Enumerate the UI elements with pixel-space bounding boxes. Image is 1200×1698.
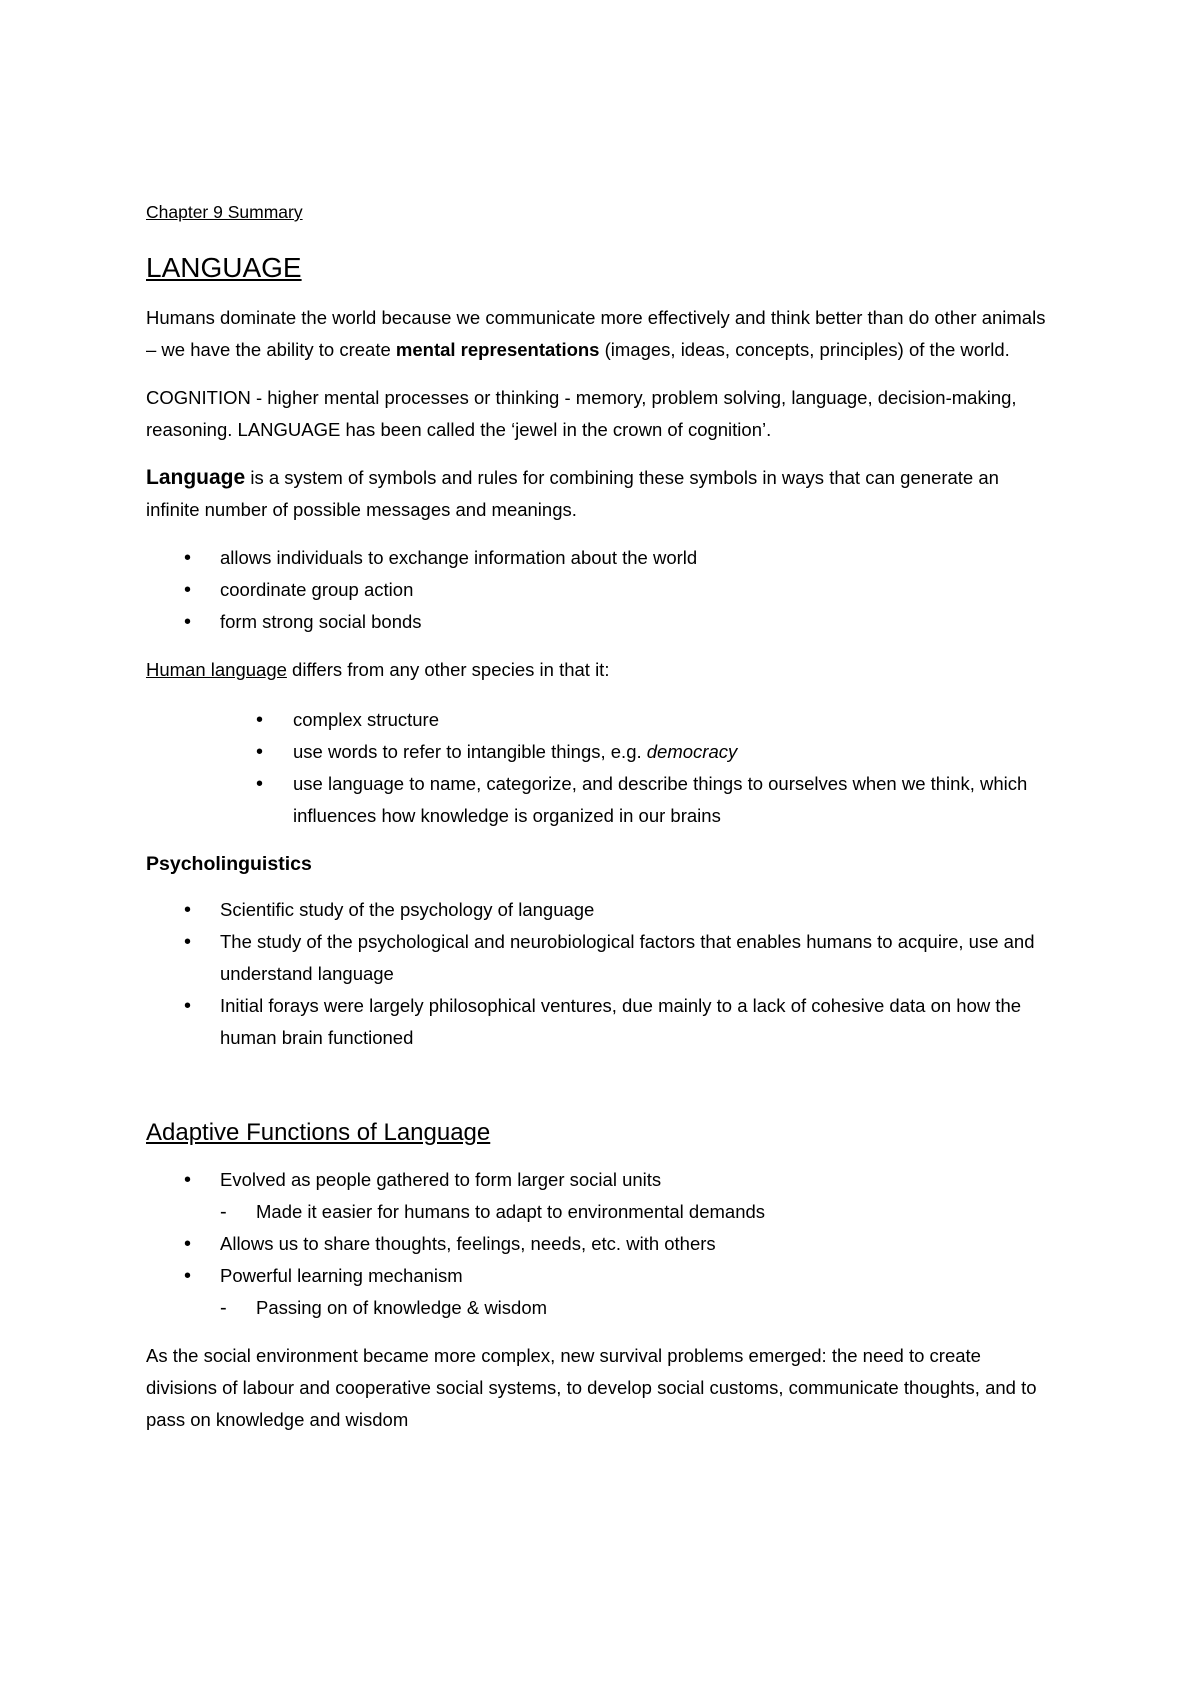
chapter-label: Chapter 9 Summary — [146, 202, 303, 222]
list-item: • coordinate group action — [146, 574, 1051, 606]
psycholinguistics-heading: Psycholinguistics — [146, 853, 312, 875]
sub-list — [220, 1292, 1051, 1324]
sub-list — [220, 1196, 1051, 1228]
sub-list-item: - Made it easier for humans to adapt to environmental demands — [220, 1196, 1051, 1228]
list-item — [146, 1164, 1051, 1228]
list-item: • The study of the psychological and neurobiological factors that enables humans to acquire, use and understand language — [146, 926, 1051, 990]
cognition-paragraph: COGNITION - higher mental processes or thinking - memory, problem solving, language, decision-making, reasoning. LANGUAGE has been called the ‘jewel in the crown of cognition’. — [146, 387, 1017, 440]
sub-list-item: - Passing on of knowledge & wisdom — [220, 1292, 1051, 1324]
intro-text-1: Humans dominate the world because we communicate more effectively and think better than do other animals – we have the ability to create — [146, 307, 1046, 360]
feature-example: democracy — [646, 741, 738, 762]
intro-text-2: (images, ideas, concepts, principles) of the world. — [599, 339, 1010, 360]
closing-paragraph: As the social environment became more complex, new survival problems emerged: the need to create divisions of labour and cooperative social systems, to develop social customs, communicate thoughts, and to pass on knowledge and wisdom — [146, 1345, 1037, 1430]
feature-text: use words to refer to intangible things, e.g. — [293, 741, 647, 762]
page-title: LANGUAGE — [146, 252, 302, 283]
human-language-intro — [146, 654, 1051, 686]
list-item: • Initial forays were largely philosophical ventures, due mainly to a lack of cohesive data on how the human brain functioned — [146, 990, 1051, 1054]
intro-paragraph — [146, 302, 1051, 366]
list-item — [146, 736, 1051, 768]
list-item: • allows individuals to exchange information about the world — [146, 542, 1051, 574]
document-content — [146, 196, 1051, 1452]
language-uses-list — [146, 542, 1051, 638]
human-features-list — [146, 704, 1051, 832]
adaptive-functions-list — [146, 1164, 1051, 1324]
list-item: • form strong social bonds — [146, 606, 1051, 638]
language-definition — [146, 462, 1051, 526]
adaptive-item-text: Evolved as people gathered to form larger social units — [220, 1169, 662, 1190]
list-item: • Scientific study of the psychology of language — [146, 894, 1051, 926]
language-definition-text: is a system of symbols and rules for combining these symbols in ways that can generate an infinite number of possible messages and meanings. — [146, 467, 999, 520]
human-language-text: differs from any other species in that it: — [286, 659, 610, 680]
psycholinguistics-list — [146, 894, 1051, 1054]
intro-bold-term: mental representations — [395, 339, 600, 360]
list-item — [146, 1260, 1051, 1324]
human-language-term: Human language — [146, 659, 287, 680]
list-item: • use language to name, categorize, and describe things to ourselves when we think, which influences how knowledge is organized in our brains — [146, 768, 1051, 832]
adaptive-item-text: Powerful learning mechanism — [220, 1265, 463, 1286]
list-item: • Allows us to share thoughts, feelings, needs, etc. with others — [146, 1228, 1051, 1260]
language-term: Language — [146, 466, 246, 489]
adaptive-functions-heading: Adaptive Functions of Language — [146, 1119, 491, 1146]
list-item: • complex structure — [146, 704, 1051, 736]
